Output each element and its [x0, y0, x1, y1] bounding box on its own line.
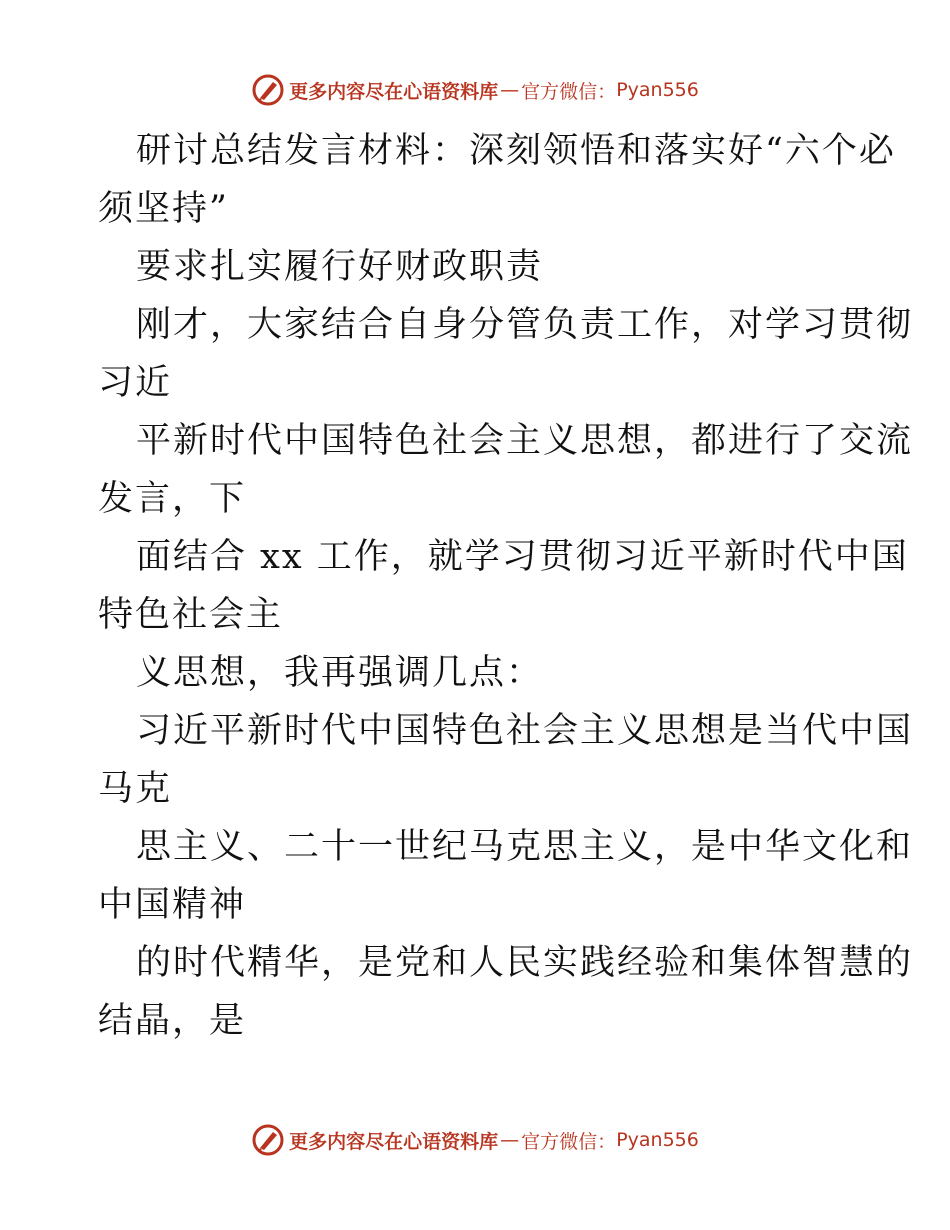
- text-line: 要求扎实履行好财政职责: [136, 247, 544, 287]
- text-line: 发言，下: [98, 479, 247, 519]
- text-line: 面结合 xx 工作，就学习贯彻习近平新时代中国: [136, 537, 909, 577]
- footer-banner-slogan: 更多内容尽在心语资料库: [289, 1130, 499, 1153]
- text-line: 结晶，是: [98, 1001, 247, 1041]
- footer-banner-wechat-id: Pyan556: [616, 1129, 699, 1151]
- pen-logo-icon: [251, 73, 285, 107]
- header-banner-slogan: 更多内容尽在心语资料库: [289, 80, 499, 103]
- document-body: [98, 122, 914, 1050]
- text-line: 义思想，我再强调几点：: [136, 653, 544, 693]
- footer-banner-dash: —: [500, 1129, 520, 1151]
- text-line: 刚才，大家结合自身分管负责工作，对学习贯彻: [136, 305, 914, 345]
- pen-logo-icon: [251, 1123, 285, 1157]
- text-line: 的时代精华，是党和人民实践经验和集体智慧的: [136, 943, 914, 983]
- footer-banner-wechat-label: 官方微信：: [521, 1130, 617, 1153]
- text-line: 思主义、二十一世纪马克思主义，是中华文化和: [136, 827, 914, 867]
- header-banner: [0, 70, 950, 110]
- header-banner-dash: —: [500, 79, 520, 101]
- text-line: 研讨总结发言材料：深刻领悟和落实好“六个必: [136, 131, 896, 171]
- text-line: 平新时代中国特色社会主义思想，都进行了交流: [136, 421, 914, 461]
- header-banner-wechat-id: Pyan556: [616, 79, 699, 101]
- text-line: 习近: [98, 363, 173, 403]
- footer-banner: [0, 1120, 950, 1160]
- header-banner-wechat-label: 官方微信：: [521, 80, 617, 103]
- text-line: 特色社会主: [98, 595, 284, 635]
- text-line: 中国精神: [98, 885, 247, 925]
- text-line: 习近平新时代中国特色社会主义思想是当代中国: [136, 711, 914, 751]
- text-line: 马克: [98, 769, 173, 809]
- text-line: 须坚持”: [98, 189, 229, 229]
